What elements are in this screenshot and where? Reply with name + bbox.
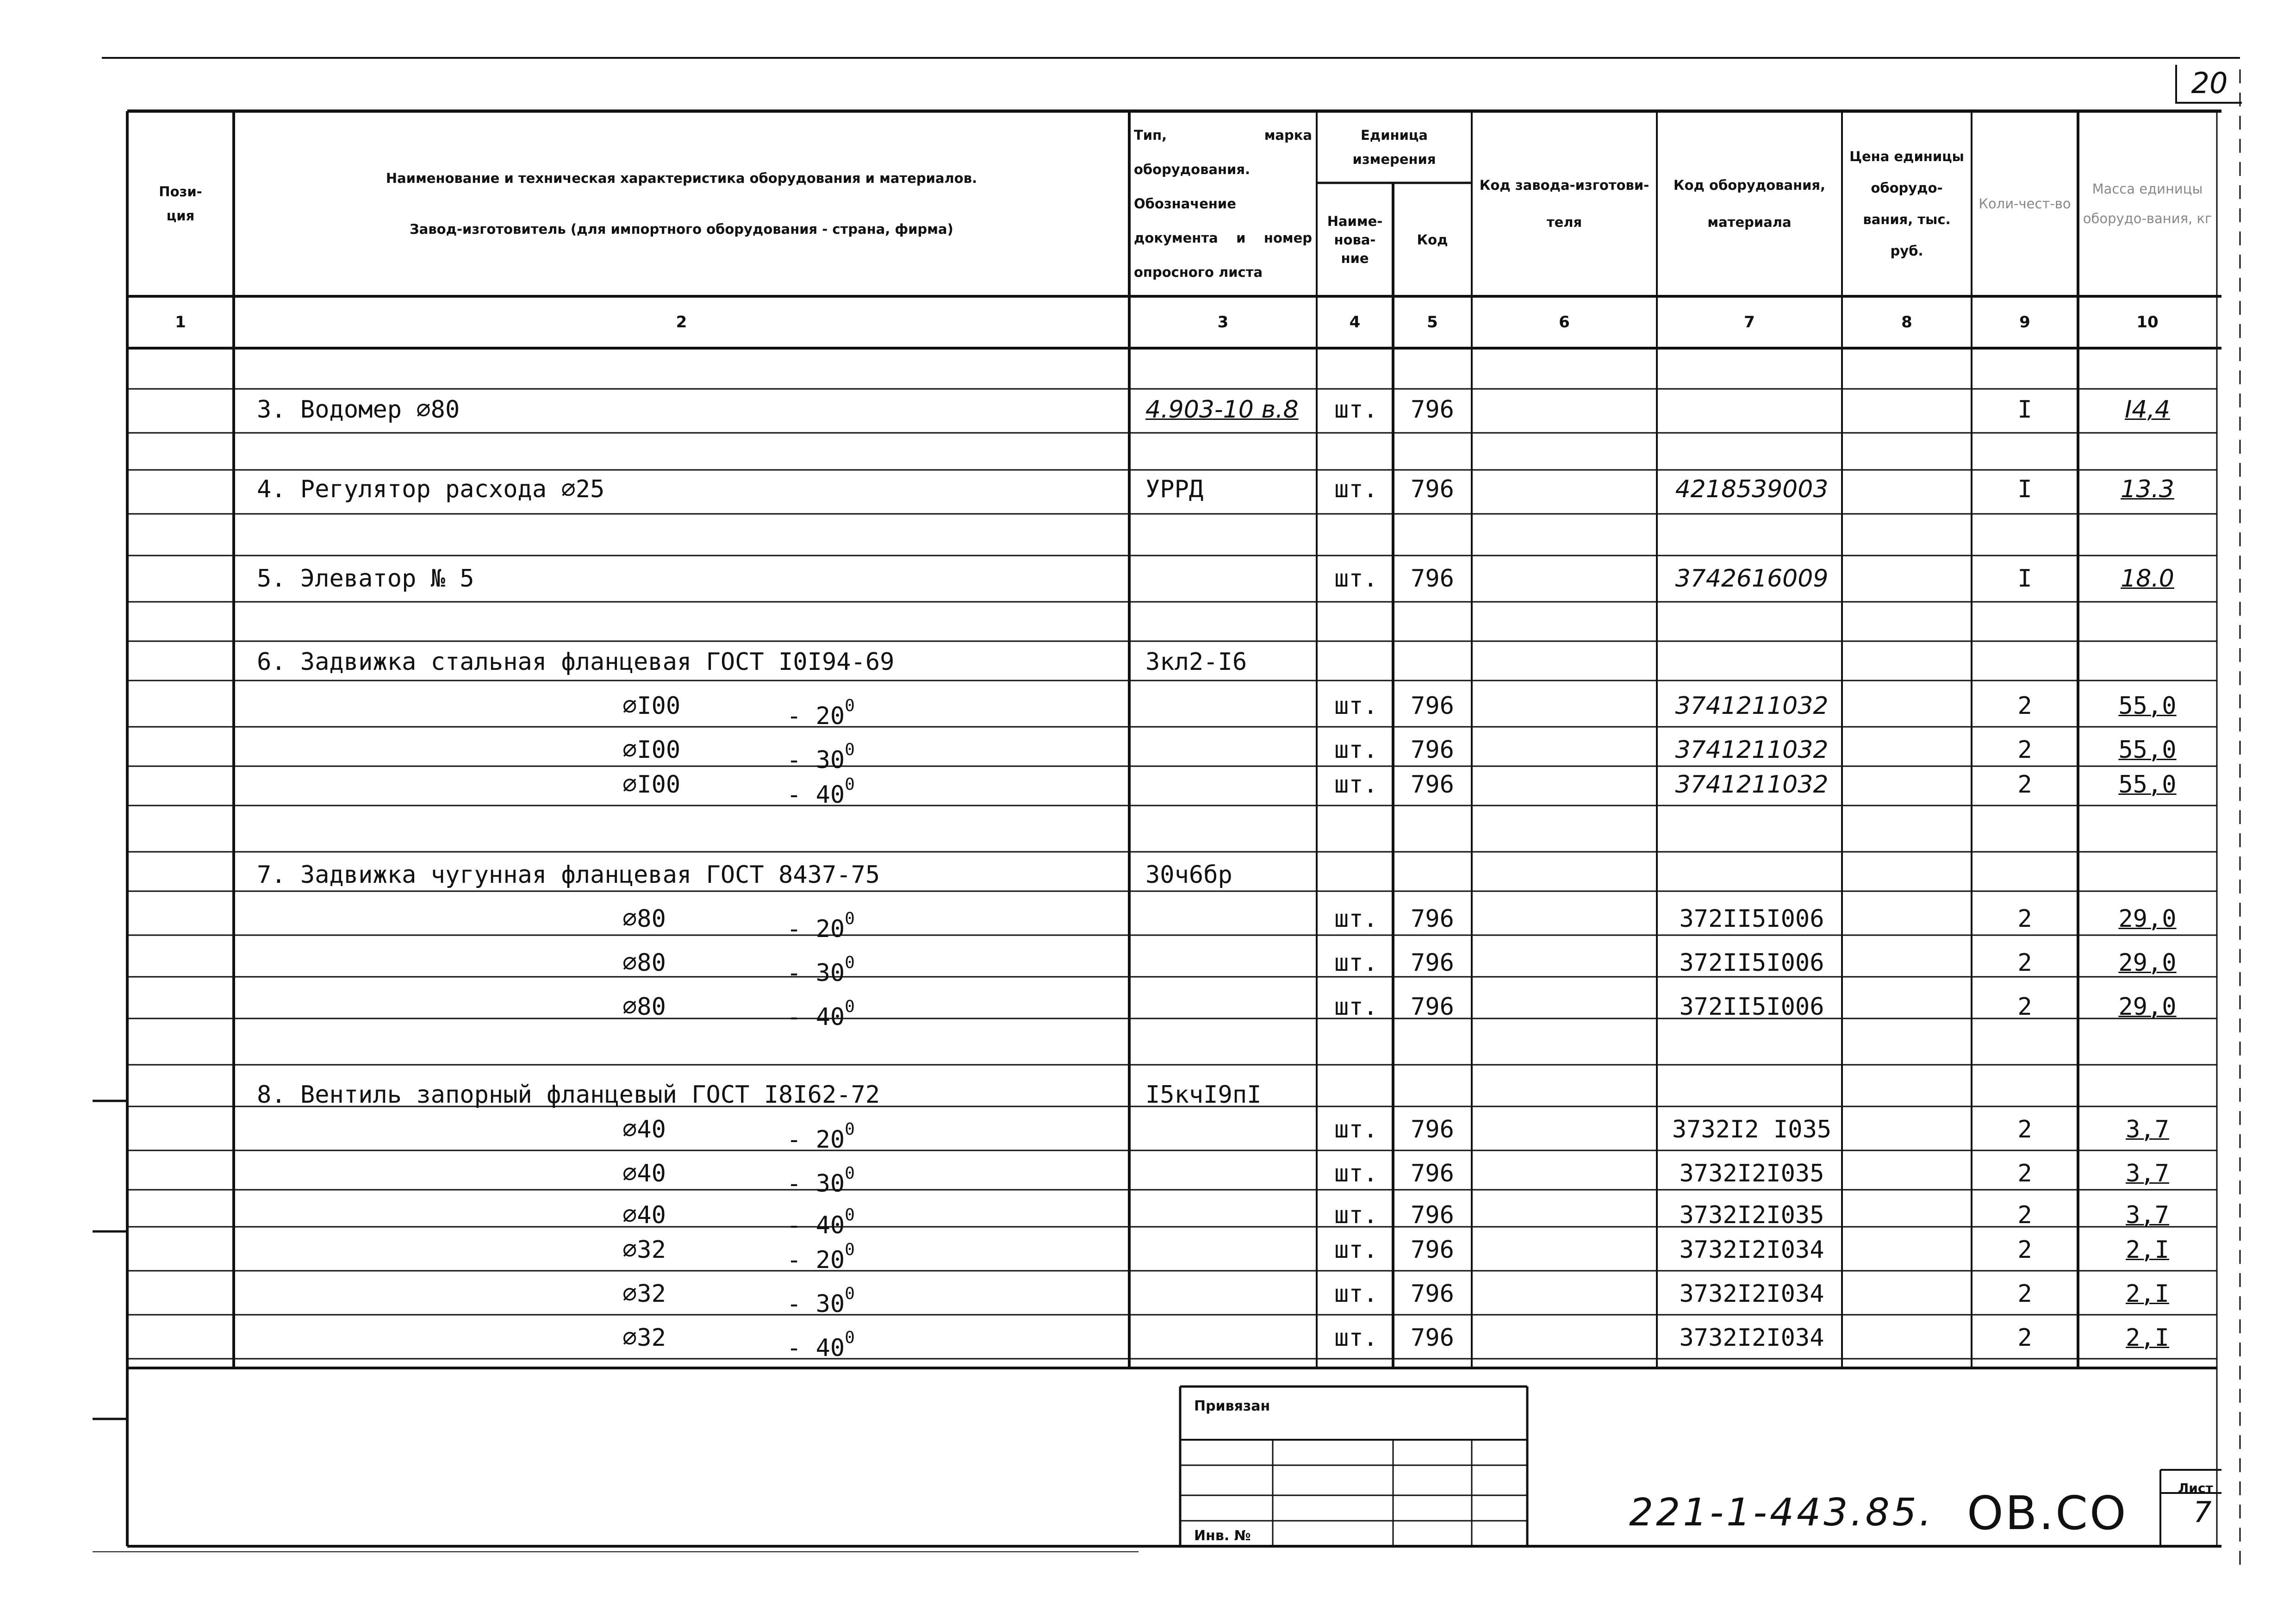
item-name: 8. Вентиль запорный фланцевый ГОСТ I8I62-72 <box>257 1081 880 1109</box>
item-temperature: - $40^0$ <box>787 997 855 1031</box>
item-unit-code: 796 <box>1411 905 1454 933</box>
item-quantity: 2 <box>2017 949 2032 977</box>
column-number: 10 <box>2136 313 2159 331</box>
degree-sign: 0 <box>845 953 855 972</box>
item-equipment-code: 3732I2 I035 <box>1672 1116 1832 1143</box>
item-unit: шт. <box>1334 692 1378 720</box>
document-code: 221-1-443.85. <box>1629 1491 1934 1535</box>
item-mass: 3,7 <box>2126 1201 2169 1229</box>
item-temperature: - $40^0$ <box>787 1206 855 1239</box>
item-diameter: ∅40 <box>622 1116 666 1143</box>
column-number: 2 <box>676 313 687 331</box>
item-diameter: ∅32 <box>622 1236 666 1264</box>
item-diameter: ∅I00 <box>622 771 681 799</box>
item-unit: шт. <box>1334 1324 1378 1352</box>
item-quantity: 2 <box>2017 1201 2032 1229</box>
item-unit-code: 796 <box>1411 949 1454 977</box>
item-temperature: - $20^0$ <box>787 696 855 730</box>
item-temperature: - $20^0$ <box>787 1240 855 1274</box>
degree-sign: 0 <box>845 1240 855 1259</box>
bound-label: Привязан <box>1194 1398 1270 1414</box>
item-diameter: ∅80 <box>622 905 666 933</box>
header-name: Наименование и техническая характеристика оборудования и материалов. Завод-изготовитель (для импортного оборудования - страна, фирма) <box>386 170 977 237</box>
item-mass: 55,0 <box>2118 736 2177 764</box>
item-unit-code: 796 <box>1411 692 1454 720</box>
item-unit: шт. <box>1334 565 1378 593</box>
item-unit: шт. <box>1334 1160 1378 1187</box>
column-number: 8 <box>1901 313 1912 331</box>
item-temperature: - $30^0$ <box>787 953 855 987</box>
column-number: 7 <box>1744 313 1755 331</box>
header-quantity: Коли-чест-во <box>1979 196 2071 212</box>
inventory-label: Инв. № <box>1194 1528 1251 1544</box>
item-mass: 55,0 <box>2118 771 2177 799</box>
item-name: 4. Регулятор расхода ∅25 <box>257 475 605 503</box>
item-equipment-code: 372II5I006 <box>1679 949 1824 977</box>
item-unit: шт. <box>1334 949 1378 977</box>
item-quantity: 2 <box>2017 1160 2032 1187</box>
item-unit: шт. <box>1334 1280 1378 1308</box>
header-unit-code: Код <box>1417 231 1448 248</box>
item-mass: 29,0 <box>2118 949 2177 977</box>
item-unit: шт. <box>1334 1201 1378 1229</box>
item-equipment-code: 3732I2I035 <box>1679 1201 1824 1229</box>
document-mark: ОВ.СО <box>1967 1486 2128 1540</box>
column-number: 1 <box>175 313 186 331</box>
item-name: 5. Элеватор № 5 <box>257 565 474 593</box>
item-unit: шт. <box>1334 993 1378 1021</box>
item-unit-code: 796 <box>1411 1324 1454 1352</box>
item-diameter: ∅32 <box>622 1280 666 1308</box>
item-name: 6. Задвижка стальная фланцевая ГОСТ I0I94-69 <box>257 648 895 676</box>
item-unit: шт. <box>1334 396 1378 424</box>
item-unit: шт. <box>1334 475 1378 503</box>
item-unit-code: 796 <box>1411 475 1454 503</box>
column-number: 3 <box>1217 313 1229 331</box>
item-unit-code: 796 <box>1411 565 1454 593</box>
item-mass: 13.3 <box>2121 475 2174 503</box>
item-equipment-code: 3742616009 <box>1675 565 1829 593</box>
item-diameter: ∅I00 <box>622 692 681 720</box>
item-equipment-code: 3741211032 <box>1675 736 1829 764</box>
degree-sign: 0 <box>845 1328 855 1347</box>
item-temperature: - $40^0$ <box>787 775 855 809</box>
item-name: 7. Задвижка чугунная фланцевая ГОСТ 8437-75 <box>257 861 880 889</box>
degree-sign: 0 <box>845 740 855 759</box>
item-equipment-code: 372II5I006 <box>1679 905 1824 933</box>
header-unit-group: Единица измерения <box>1352 127 1436 167</box>
item-unit-code: 796 <box>1411 1280 1454 1308</box>
item-quantity: I <box>2017 396 2032 424</box>
item-equipment-code: 3741211032 <box>1675 692 1829 720</box>
degree-sign: 0 <box>845 1206 855 1224</box>
item-quantity: 2 <box>2017 771 2032 799</box>
item-unit-code: 796 <box>1411 1236 1454 1264</box>
item-name: 3. Водомер ∅80 <box>257 396 460 424</box>
item-mass: 3,7 <box>2126 1116 2169 1143</box>
item-mass: 2,I <box>2126 1324 2169 1352</box>
header-factory-code: Код завода-изготови-теля <box>1479 177 1649 230</box>
item-mass: I4,4 <box>2124 396 2171 424</box>
item-equipment-code: 372II5I006 <box>1679 993 1824 1021</box>
item-unit: шт. <box>1334 736 1378 764</box>
degree-sign: 0 <box>845 775 855 794</box>
header-type: Тип, марка оборудования. Обозначение документа и номер опросного листа <box>1134 127 1312 280</box>
item-type: 4.903-10 в.8 <box>1145 396 1299 424</box>
item-quantity: 2 <box>2017 1324 2032 1352</box>
item-equipment-code: 4218539003 <box>1675 475 1829 503</box>
item-temperature: - $20^0$ <box>787 909 855 943</box>
header-position: Пози- ция <box>159 184 202 224</box>
item-mass: 2,I <box>2126 1280 2169 1308</box>
item-diameter: ∅40 <box>622 1201 666 1229</box>
item-mass: 55,0 <box>2118 692 2177 720</box>
item-unit-code: 796 <box>1411 1160 1454 1187</box>
degree-sign: 0 <box>845 997 855 1016</box>
column-number: 6 <box>1559 313 1570 331</box>
item-unit-code: 796 <box>1411 771 1454 799</box>
item-diameter: ∅I00 <box>622 736 681 764</box>
degree-sign: 0 <box>845 696 855 715</box>
item-unit: шт. <box>1334 905 1378 933</box>
item-temperature: - $30^0$ <box>787 740 855 774</box>
item-unit: шт. <box>1334 771 1378 799</box>
item-quantity: 2 <box>2017 993 2032 1021</box>
item-type: 30ч6бр <box>1145 861 1232 889</box>
item-quantity: 2 <box>2017 1236 2032 1264</box>
column-number: 4 <box>1349 313 1361 331</box>
item-quantity: 2 <box>2017 1280 2032 1308</box>
item-unit-code: 796 <box>1411 1116 1454 1143</box>
item-quantity: I <box>2017 475 2032 503</box>
item-mass: 29,0 <box>2118 905 2177 933</box>
item-unit-code: 796 <box>1411 396 1454 424</box>
item-equipment-code: 3732I2I034 <box>1679 1236 1824 1264</box>
item-unit-code: 796 <box>1411 736 1454 764</box>
item-mass: 18.0 <box>2121 565 2174 593</box>
item-temperature: - $20^0$ <box>787 1120 855 1154</box>
column-number: 9 <box>2019 313 2030 331</box>
item-diameter: ∅40 <box>622 1160 666 1187</box>
sheet-label: Лист <box>2178 1480 2213 1496</box>
sheet-number: 7 <box>2193 1495 2212 1529</box>
item-diameter: ∅80 <box>622 993 666 1021</box>
item-temperature: - $30^0$ <box>787 1164 855 1198</box>
item-diameter: ∅32 <box>622 1324 666 1352</box>
item-quantity: I <box>2017 565 2032 593</box>
item-diameter: ∅80 <box>622 949 666 977</box>
item-type: 3кл2-I6 <box>1145 648 1247 676</box>
item-unit: шт. <box>1334 1116 1378 1143</box>
degree-sign: 0 <box>845 1120 855 1139</box>
degree-sign: 0 <box>845 909 855 928</box>
item-type: УРРД <box>1145 475 1204 503</box>
item-unit: шт. <box>1334 1236 1378 1264</box>
item-quantity: 2 <box>2017 1116 2032 1143</box>
item-type: I5кчI9пI <box>1145 1081 1262 1109</box>
item-equipment-code: 3732I2I035 <box>1679 1160 1824 1187</box>
item-temperature: - $30^0$ <box>787 1284 855 1318</box>
item-mass: 2,I <box>2126 1236 2169 1264</box>
header-mass: Масса единицы оборудо-вания, кг <box>2083 181 2212 226</box>
item-mass: 29,0 <box>2118 993 2177 1021</box>
item-temperature: - $40^0$ <box>787 1328 855 1362</box>
item-equipment-code: 3732I2I034 <box>1679 1324 1824 1352</box>
degree-sign: 0 <box>845 1284 855 1303</box>
header-price: Цена единицы оборудо-вания, тыс. руб. <box>1849 149 1964 259</box>
header-equipment-code: Код оборудования, материала <box>1673 177 1826 230</box>
degree-sign: 0 <box>845 1164 855 1183</box>
header-unit-name: Наиме-нова-ние <box>1327 213 1383 266</box>
item-quantity: 2 <box>2017 736 2032 764</box>
item-unit-code: 796 <box>1411 993 1454 1021</box>
column-number: 5 <box>1427 313 1438 331</box>
item-quantity: 2 <box>2017 692 2032 720</box>
item-equipment-code: 3741211032 <box>1675 771 1829 799</box>
item-quantity: 2 <box>2017 905 2032 933</box>
item-mass: 3,7 <box>2126 1160 2169 1187</box>
item-equipment-code: 3732I2I034 <box>1679 1280 1824 1308</box>
page-number: 20 <box>2175 65 2242 104</box>
item-unit-code: 796 <box>1411 1201 1454 1229</box>
